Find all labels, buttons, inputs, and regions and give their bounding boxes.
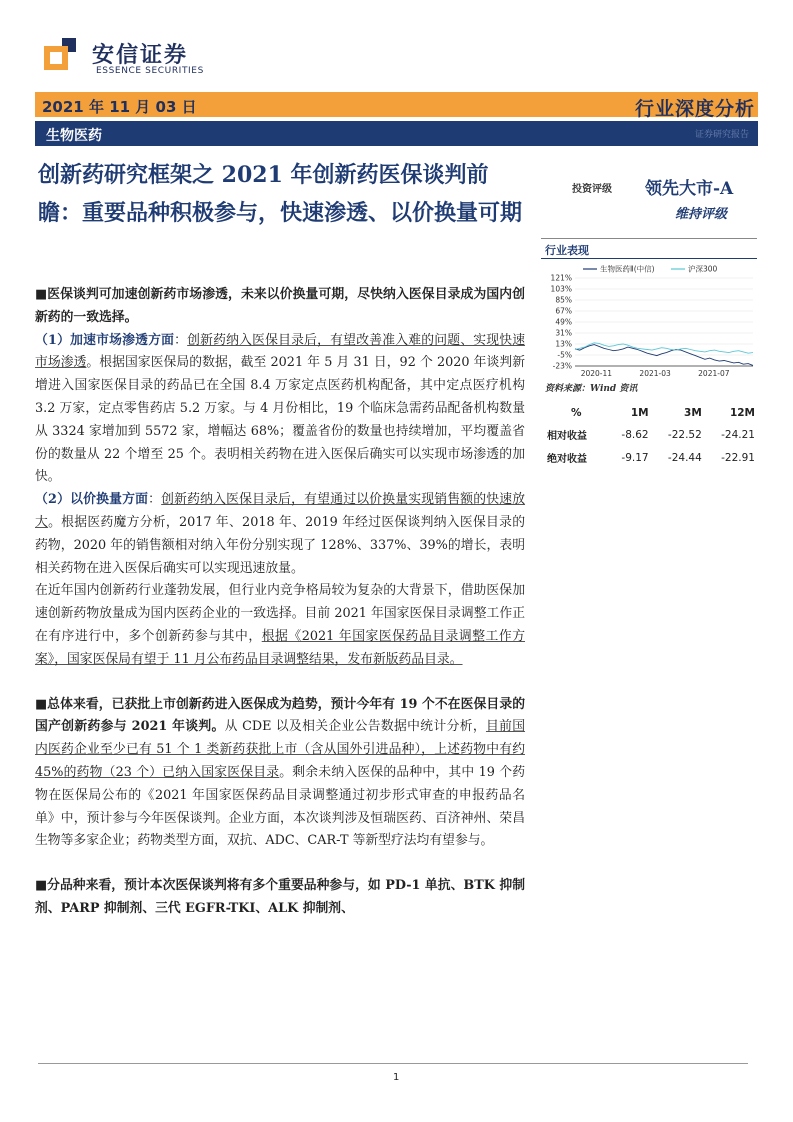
p3-underlined: 创新药纳入医保目录后，有望通过以价换量实现销售额的快速放大 [35,492,526,530]
y-tick-label: 103% [550,284,572,294]
row-label: 绝对收益 [547,454,587,465]
header-blue-bar [35,121,758,146]
sector-label: 生物医药 [46,128,102,144]
report-type: 行业深度分析 [634,98,755,120]
p4-underlined: 根据《2021 年国家医保药品目录调整工作方案》，国家医保局有望于 11 月公布药品目录调整结果，发布新版药品目录。 [35,628,526,667]
p2-underlined: 创新药纳入医保目录后，有望改善准入难的问题、实现快速市场渗透 [35,332,526,371]
paragraph-6 [35,875,525,921]
divider [541,258,757,259]
report-date: 2021 年 11 月 03 日 [42,98,197,116]
col-header: % [571,407,582,419]
p6-lead: ■分品种来看，预计本次医保谈判将有多个重要品种参与，如 PD-1 单抗、BTK 抑制剂、PARP 抑制剂、三代 EGFR-TKI、ALK 抑制剂、 [35,878,525,916]
watermark-text: 证券研究报告 [694,130,749,140]
table-cell: -9.17 [621,451,649,464]
table-row [545,423,757,446]
divider [541,238,757,239]
rating-label: 投资评级 [572,184,612,195]
p5-text-a: 从 CDE 以及相关企业公告数据中统计分析， [224,719,486,735]
y-tick-label: 13% [555,339,572,349]
y-tick-label: 85% [555,295,572,305]
paragraph-3 [35,489,525,580]
table-cell: -24.21 [721,428,755,441]
y-tick-label: 31% [555,328,572,338]
col-header: 3M [684,407,702,419]
p2-head: （1）加速市场渗透方面 [35,332,175,348]
page-number: 1 [393,1072,400,1083]
p3-rest: 。根据医药魔方分析，2017 年、2018 年、2019 年经过医保谈判纳入医保目录的药物，2020 年的销售额相对纳入年份分别实现了 128%、337%、39%的增长，表明相关药物在进入医保后确实可以实现迅速放量。 [35,514,526,576]
performance-chart [541,262,757,380]
p4-text: 在近年国内创新药行业蓬勃发展，但行业内竞争格局较为复杂的大背景下，借助医保加速创新药物放量成为国内医药企业的一致选择。目前 2021 年国家医保目录调整工作正在有序进行中，多个创新药参与其中， [35,583,525,644]
legend-label: 沪深300 [688,264,718,274]
rating-note: 维持评级 [675,207,728,222]
col-header: 1M [630,407,649,419]
report-title: 创新药研究框架之 2021 年创新药医保谈判前瞻：重要品种积极参与，快速渗透、以价换量可期 [38,162,523,226]
p2-rest: 。根据国家医保局的数据，截至 2021 年 5 月 31 日，92 个 2020 年谈判新增进入国家医保目录的药品已在全国 8.4 万家定点医药机构配备，其中定点医疗机构 3.2 万家，定点零售药店 5.2 万家。与 4 月份相比，19 个临床急需药品配备机构数量从 3324 家增加到 5572 家，增幅达 68%；覆盖省份的数量也持续增加，平均覆盖省份的数量从 22 个增至 25 个。表明相关药物在进入医保后确实可以实现市场渗透的加快。 [35,355,526,485]
performance-table [545,406,757,469]
essence-logo-icon [42,36,78,72]
table-cell: -22.52 [667,428,702,441]
paragraph-2 [35,330,525,490]
p2-colon: ： [174,332,188,348]
table-cell: -8.62 [621,428,649,441]
footer-divider [38,1063,748,1064]
x-tick-label: 2020-11 [580,369,613,378]
x-tick-label: 2021-03 [639,369,671,378]
row-label: 相对收益 [547,431,587,442]
y-tick-label: -23% [552,361,572,371]
paragraph-1 [35,284,525,330]
p5-lead: ■总体来看，已获批上市创新药进入医保成为趋势，预计今年有 19 个不在医保目录的国产创新药参与 2021 年谈判。 [35,696,525,735]
rating-value: 领先大市-A [645,179,734,199]
p3-head: （2）以价换量方面 [35,492,149,508]
paragraph-5 [35,694,525,854]
y-tick-label: 67% [555,306,572,316]
legend-label: 生物医药Ⅱ(中信) [600,264,655,274]
company-name-en: ESSENCE SECURITIES [96,66,204,76]
table-cell: -22.91 [721,451,755,464]
report-body [35,284,525,921]
x-tick-label: 2021-07 [698,369,730,378]
p3-colon: ： [148,492,162,508]
y-tick-label: -5% [557,350,572,360]
y-tick-label: 121% [550,273,572,283]
performance-title: 行业表现 [545,244,589,257]
y-tick-label: 49% [555,317,572,327]
col-header: 12M [729,407,755,419]
paragraph-4 [35,580,525,671]
p5-text-b: 。剩余未纳入医保的品种中，其中 19 个药物在医保局公布的《2021 年国家医保药品目录调整通过初步形式审查的申报药品名单》中，预计参与今年医保谈判。企业方面，本次谈判涉及恒瑞医药、百济神州、荣昌生物等多家企业；药物类型方面，双抗、ADC、CAR-T 等新型疗法均有望参与。 [35,764,526,849]
table-row [545,446,757,469]
p5-underlined: 目前国内医药企业至少已有 51 个 1 类新药获批上市（含从国外引进品种），上述药物中有约 45%的药物（23 个）已纳入国家医保目录 [35,719,526,780]
table-cell: -24.44 [667,451,702,464]
p1-lead: ■医保谈判可加速创新药市场渗透，未来以价换量可期，尽快纳入医保目录成为国内创新药的一致选择。 [35,287,525,325]
company-name: 安信证券 [92,43,189,68]
series-line [575,343,753,353]
table-header-row [545,406,757,423]
chart-source: 资料来源：Wind 资讯 [545,384,638,394]
